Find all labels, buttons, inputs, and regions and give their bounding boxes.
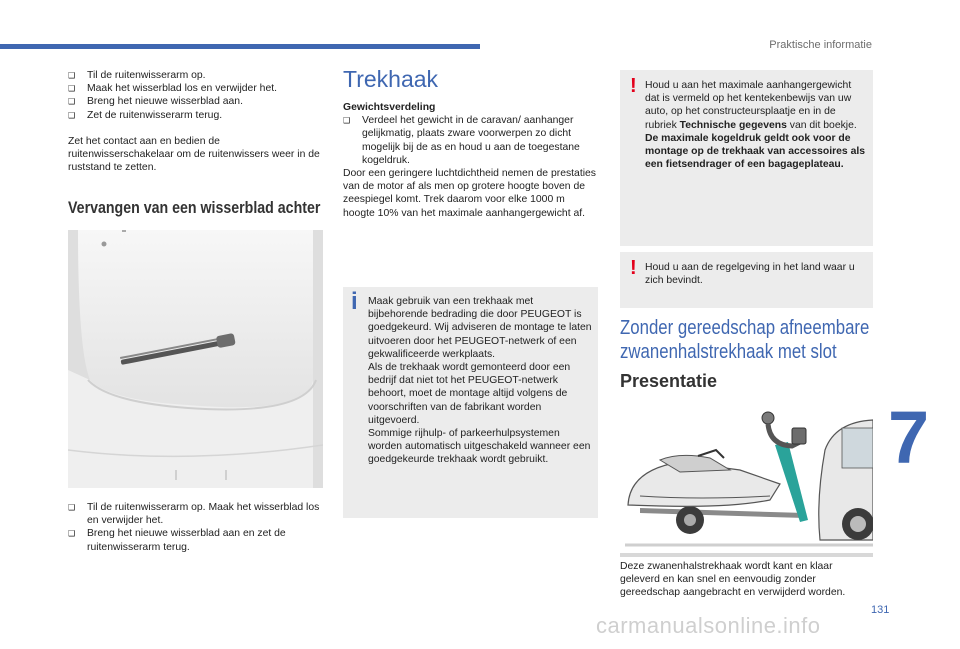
checkbox-bullet-icon: ❑: [68, 71, 76, 80]
checkbox-bullet-icon: ❑: [68, 84, 76, 94]
heading-line: zwanenhalstrekhaak met slot: [620, 341, 837, 363]
header-accent-bar: [0, 44, 480, 49]
warning-box-1: [620, 70, 873, 246]
page-number: 131: [871, 604, 890, 616]
list-item-text: Breng het nieuwe wisserblad aan.: [87, 96, 243, 108]
list-item-text: Maak het wisserblad los en verwijder het.: [87, 83, 278, 95]
warning-text: Houd u aan de regelgeving in het land waar u zich bevindt.: [645, 262, 855, 287]
paragraph: Deze zwanenhalstrekhaak wordt kant en klaar geleverd en kan snel en eenvoudig zonder gereedschap aangebracht en verwijderd worden.: [620, 561, 846, 599]
list-item: [68, 501, 326, 527]
warning-box-2: [620, 252, 873, 308]
paragraph: Zet het contact aan en bedien de ruitenwisserschakelaar om de ruitenwissers weer in de ruststand te zetten.: [68, 135, 320, 174]
rear-wiper-illustration: [68, 230, 323, 488]
checkbox-bullet-icon: ❑: [68, 110, 76, 120]
section-heading-zwanenhals: [620, 316, 869, 364]
paragraph: Door een geringere luchtdichtheid nemen de prestaties van de motor af als men op grotere hoogte boven de zeespiegel komt. Trek daarom voor elke 1000 m hoogte 10% van het maximale aanhangergewicht af.: [343, 168, 596, 219]
info-box: [343, 287, 598, 518]
tow-hitch-illustration: [620, 400, 873, 557]
list-item-text: Til de ruitenwisserarm op.: [87, 70, 206, 81]
warning-text-bold: Technische gegevens: [679, 119, 787, 131]
rear-wiper-photo: [68, 230, 323, 488]
exclamation-icon: !: [630, 257, 637, 279]
column-2: [343, 101, 598, 220]
warning-text-part: Houd u aan het maximale aanhangergewicht dat is vermeld op het kentekenbewijs van uw auto, op het constructeursplaatje en in de rubriek: [645, 80, 852, 131]
list-item: [68, 109, 323, 122]
checkbox-bullet-icon: ❑: [343, 116, 351, 126]
list-item: [343, 114, 598, 167]
subheading-gewichtsverdeling: Gewichtsverdeling: [343, 102, 436, 113]
exclamation-icon: !: [630, 75, 637, 97]
section-heading-trekhaak: Trekhaak: [343, 66, 439, 92]
list-item: [68, 95, 323, 108]
section-heading: Vervangen van een wisserblad achter: [68, 199, 321, 217]
subheading-presentatie: Presentatie: [620, 371, 718, 391]
watermark-text: carmanualsonline.info: [596, 613, 821, 638]
chapter-number: 7: [888, 396, 930, 479]
list-item-text: Zet de ruitenwisserarm terug.: [87, 109, 223, 121]
checkbox-bullet-icon: ❑: [68, 97, 76, 107]
column-1: [68, 69, 323, 174]
list-item: [68, 527, 326, 553]
info-box-text: Maak gebruik van een trekhaak met bijbehorende bedrading die door PEUGEOT is goedgekeurd. Wij adviseren de montage te laten uitvoeren door het PEUGEOT-netwerk of een gekwalificeerde werkplaats. Als de trekhaak wordt gemonteerd door een bedrijf dat niet tot het PEUGEOT-netwerk behoort, moet de montage altijd volgens de voorschriften van de fabrikant worden uitgevoerd. Sommige rijhulp- of parkeerhulpsystemen worden automatisch uitgeschakeld wanneer een goedgekeurde trekhaak wordt gebruikt.: [368, 296, 592, 466]
bullet-list-top: [68, 69, 323, 122]
list-item: [68, 82, 323, 95]
heading-line: Zonder gereedschap afneembare: [620, 317, 870, 339]
bullet-list-bottom: [68, 501, 326, 554]
info-icon: i: [351, 288, 358, 315]
list-item-text: Breng het nieuwe wisserblad aan en zet de ruitenwisserarm terug.: [87, 528, 286, 553]
checkbox-bullet-icon: ❑: [68, 503, 76, 512]
list-item: [68, 69, 323, 82]
warning-text-part: van dit boekje.: [786, 119, 857, 131]
checkbox-bullet-icon: ❑: [68, 529, 76, 539]
list-item-text: Til de ruitenwisserarm op. Maak het wisserblad los en verwijder het.: [87, 502, 320, 527]
jet-ski-trailer-drawing: [620, 400, 873, 553]
section-title: Praktische informatie: [769, 39, 872, 51]
list-item-text: Verdeel het gewicht in de caravan/ aanhanger gelijkmatig, plaats zware voorwerpen zo dicht mogelijk bij de as en houd u aan de toegestane kogeldruk.: [362, 115, 580, 166]
warning-text: [645, 79, 867, 171]
warning-text-bold: De maximale kogeldruk geldt ook voor de montage op de trekhaak van accessoires als een fietsendrager of een bagageplateau.: [645, 132, 866, 171]
